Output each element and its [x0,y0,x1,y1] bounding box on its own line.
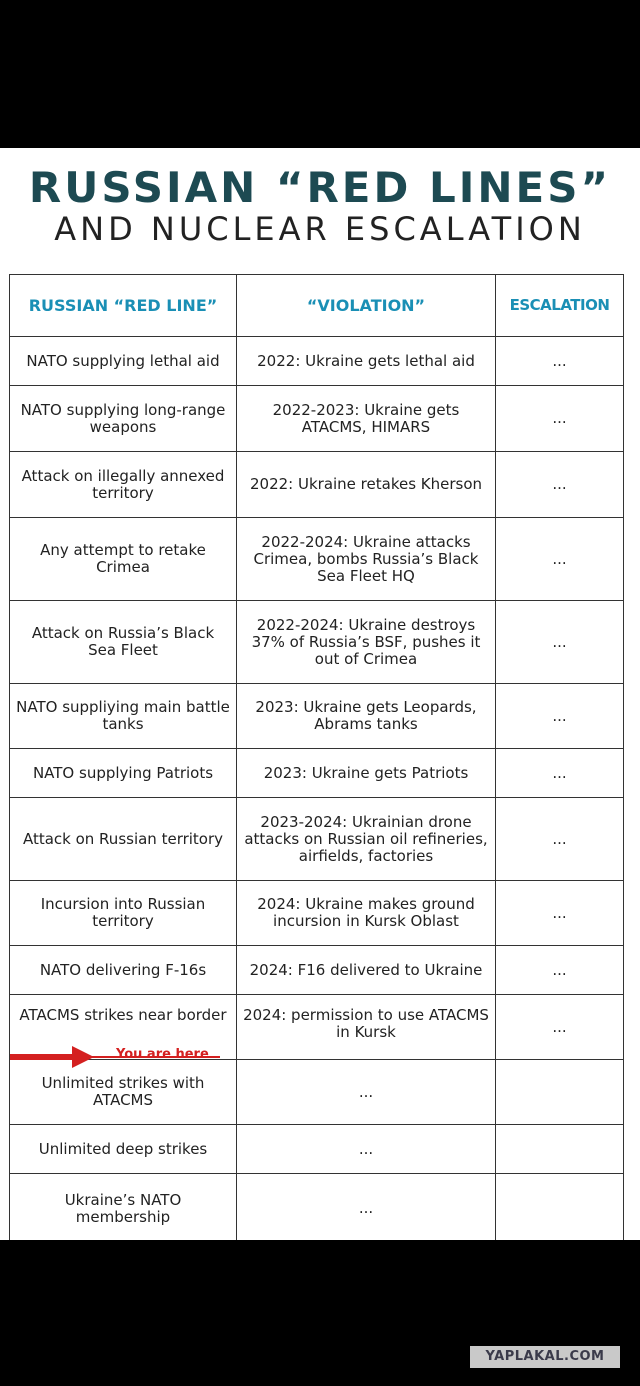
table-row [10,881,624,946]
escalation-cell: ... [496,518,624,601]
infographic-sheet [0,148,640,1240]
table-row [10,798,624,881]
red-line-cell: NATO delivering F-16s [10,946,237,995]
table-row [10,749,624,798]
arrow-head-icon [72,1046,94,1068]
red-line-cell: NATO supplying long-range weapons [10,386,237,452]
escalation-cell [496,1060,624,1125]
table-row [10,337,624,386]
red-line-cell: NATO supplying Patriots [10,749,237,798]
red-line-cell: Unlimited deep strikes [10,1125,237,1174]
watermark: YAPLAKAL.COM [470,1346,620,1368]
violation-cell: 2022-2024: Ukraine attacks Crimea, bombs Russia’s Black Sea Fleet HQ [237,518,496,601]
violation-cell: 2022-2023: Ukraine gets ATACMS, HIMARS [237,386,496,452]
violation-cell: ... [237,1174,496,1241]
red-line-cell: Attack on illegally annexed territory [10,452,237,518]
table-row [10,1125,624,1174]
table-row [10,1174,624,1241]
you-are-here-label: You are here [116,1047,209,1062]
red-line-cell: Unlimited strikes with ATACMS [10,1060,237,1125]
violation-cell: ... [237,1125,496,1174]
violation-cell: 2024: F16 delivered to Ukraine [237,946,496,995]
red-line-cell: Any attempt to retake Crimea [10,518,237,601]
violation-cell: 2022-2024: Ukraine destroys 37% of Russia’s BSF, pushes it out of Crimea [237,601,496,684]
header-red-line: RUSSIAN “RED LINE” [10,275,237,337]
header-violation: “VIOLATION” [237,275,496,337]
violation-cell: 2024: Ukraine makes ground incursion in Kursk Oblast [237,881,496,946]
red-line-cell: Ukraine’s NATO membership [10,1174,237,1241]
header-escalation: ESCALATION [496,275,624,337]
red-line-cell: Attack on Russian territory [10,798,237,881]
arrow-right-icon [10,1054,74,1060]
red-line-cell: NATO supplying lethal aid [10,337,237,386]
escalation-cell: ... [496,946,624,995]
escalation-cell: ... [496,684,624,749]
escalation-cell: ... [496,798,624,881]
escalation-cell [496,1174,624,1241]
table-row [10,946,624,995]
escalation-cell: ... [496,386,624,452]
red-line-cell: NATO suppliying main battle tanks [10,684,237,749]
escalation-cell: ... [496,601,624,684]
violation-cell: 2023: Ukraine gets Leopards, Abrams tanks [237,684,496,749]
title-line-1: RUSSIAN “RED LINES” [28,163,612,212]
table-row [10,452,624,518]
violation-cell: ... [237,1060,496,1125]
red-line-cell: Attack on Russia’s Black Sea Fleet [10,601,237,684]
escalation-cell: ... [496,337,624,386]
escalation-cell: ... [496,881,624,946]
table-row [10,601,624,684]
red-line-cell: Incursion into Russian territory [10,881,237,946]
table-header-row [10,275,624,337]
table-row [10,518,624,601]
escalation-cell: ... [496,995,624,1060]
table-row [10,684,624,749]
escalation-cell: ... [496,749,624,798]
violation-cell: 2024: permission to use ATACMS in Kursk [237,995,496,1060]
escalation-cell: ... [496,452,624,518]
violation-cell: 2023: Ukraine gets Patriots [237,749,496,798]
red-lines-table [9,274,624,1240]
table-row [10,386,624,452]
violation-cell: 2022: Ukraine gets lethal aid [237,337,496,386]
escalation-cell [496,1125,624,1174]
red-line-cell: ATACMS strikes near border [10,995,237,1060]
you-are-here-marker [10,1046,220,1070]
violation-cell: 2023-2024: Ukrainian drone attacks on Russian oil refineries, airfields, factories [237,798,496,881]
violation-cell: 2022: Ukraine retakes Kherson [237,452,496,518]
title-line-2: AND NUCLEAR ESCALATION [54,210,586,248]
